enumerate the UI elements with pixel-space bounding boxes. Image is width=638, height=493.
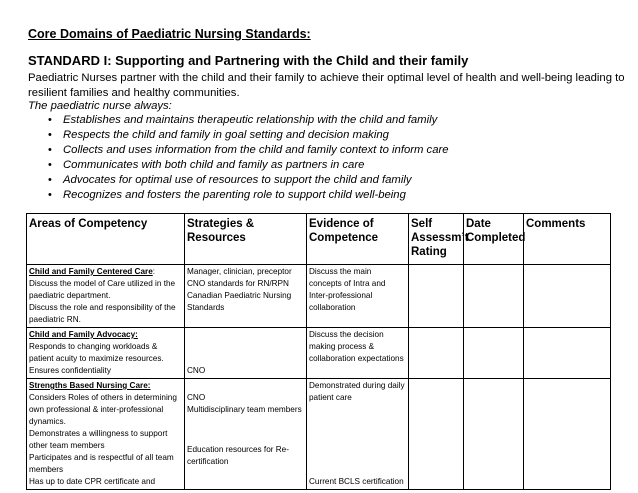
table-row xyxy=(27,379,611,490)
area-text: Demonstrates a willingness to support other team members xyxy=(29,429,168,450)
strategy-text: Education resources for Re-certification xyxy=(187,445,289,466)
table-header-row xyxy=(27,214,611,265)
self-rating-cell[interactable] xyxy=(409,379,464,490)
comments-cell[interactable] xyxy=(524,328,611,379)
standard-intro: Paediatric Nurses partner with the child and their family to achieve their optimal level of health and well-being leading to resilient families and healthy communities. xyxy=(28,72,625,99)
strategies-cell xyxy=(185,265,307,328)
areas-cell xyxy=(27,328,185,379)
header-strategies-resources: Strategies & Resources xyxy=(185,214,307,265)
strategy-text: Manager, clinician, preceptor xyxy=(187,267,292,276)
areas-cell xyxy=(27,379,185,490)
header-comments: Comments xyxy=(524,214,611,265)
date-completed-cell[interactable] xyxy=(464,265,524,328)
list-item: • Advocates for optimal use of resources to support the child and family xyxy=(48,174,412,186)
evidence-text: Demonstrated during daily patient care xyxy=(309,381,405,402)
standard-bullet-list xyxy=(0,113,638,203)
bullet-icon: • xyxy=(48,129,52,141)
strategies-cell xyxy=(185,379,307,490)
strategies-cell xyxy=(185,328,307,379)
header-areas-of-competency: Areas of Competency xyxy=(27,214,185,265)
row-title: Strengths Based Nursing Care: xyxy=(29,381,151,390)
header-date-completed: Date Completed xyxy=(464,214,524,265)
strategy-text: Multidisciplinary team members xyxy=(187,405,302,414)
list-item: • Collects and uses information from the child and family context to inform care xyxy=(48,144,449,156)
row-title: Child and Family Advocacy: xyxy=(29,330,138,339)
areas-cell: Child and Family Centered Care: Discuss the model of Care utilized in the paediatric department. Discuss the role and responsibility of the paediatric RN. xyxy=(27,265,185,328)
strategy-text: CNO xyxy=(187,393,206,402)
evidence-cell xyxy=(307,379,409,490)
area-text: Discuss the model of Care utilized in the paediatric department. xyxy=(29,279,176,300)
self-rating-cell[interactable] xyxy=(409,328,464,379)
lead-in-text: The paediatric nurse always: xyxy=(28,100,172,112)
strategy-text: CNO standards for RN/RPN xyxy=(187,279,289,288)
table-row xyxy=(27,265,611,328)
bullet-icon: • xyxy=(48,174,52,186)
competency-table xyxy=(26,213,611,490)
bullet-icon: • xyxy=(48,114,52,126)
list-item: • Respects the child and family in goal setting and decision making xyxy=(48,129,389,141)
evidence-cell: Discuss the main concepts of Intra and Inter-professional collaboration xyxy=(307,265,409,328)
list-item: • Communicates with both child and family as partners in care xyxy=(48,159,365,171)
bullet-icon: • xyxy=(48,144,52,156)
self-rating-cell[interactable] xyxy=(409,265,464,328)
area-text: Responds to changing workloads & patient acuity to maximize resources. xyxy=(29,342,164,363)
area-text: Participates and is respectful of all team members xyxy=(29,453,174,474)
date-completed-cell[interactable] xyxy=(464,379,524,490)
bullet-icon: • xyxy=(48,159,52,171)
area-text: Has up to date CPR certificate and xyxy=(29,477,156,486)
strategy-text: CNO xyxy=(187,366,206,375)
area-text: Ensures confidentiality xyxy=(29,366,111,375)
area-text: Considers Roles of others in determining own professional & inter-professional dynamics. xyxy=(29,393,177,426)
header-evidence-of-competence: Evidence of Competence xyxy=(307,214,409,265)
area-text: Discuss the role and responsibility of the paediatric RN. xyxy=(29,303,176,324)
bullet-icon: • xyxy=(48,189,52,201)
comments-cell[interactable] xyxy=(524,379,611,490)
strategy-text: Canadian Paediatric Nursing Standards xyxy=(187,291,292,312)
list-item: • Recognizes and fosters the parenting role to support child well-being xyxy=(48,189,406,201)
date-completed-cell[interactable] xyxy=(464,328,524,379)
evidence-text: Current BCLS certification xyxy=(309,477,404,486)
list-item: • Establishes and maintains therapeutic relationship with the child and family xyxy=(48,114,438,126)
evidence-cell: Discuss the decision making process & collaboration expectations xyxy=(307,328,409,379)
document-title: Core Domains of Paediatric Nursing Standards: xyxy=(28,27,311,41)
standard-heading: STANDARD I: Supporting and Partnering with the Child and their family xyxy=(28,53,469,68)
header-self-assessment-rating: Self Assessm’t Rating xyxy=(409,214,464,265)
row-title: Child and Family Centered Care xyxy=(29,267,153,276)
comments-cell[interactable] xyxy=(524,265,611,328)
table-row xyxy=(27,328,611,379)
